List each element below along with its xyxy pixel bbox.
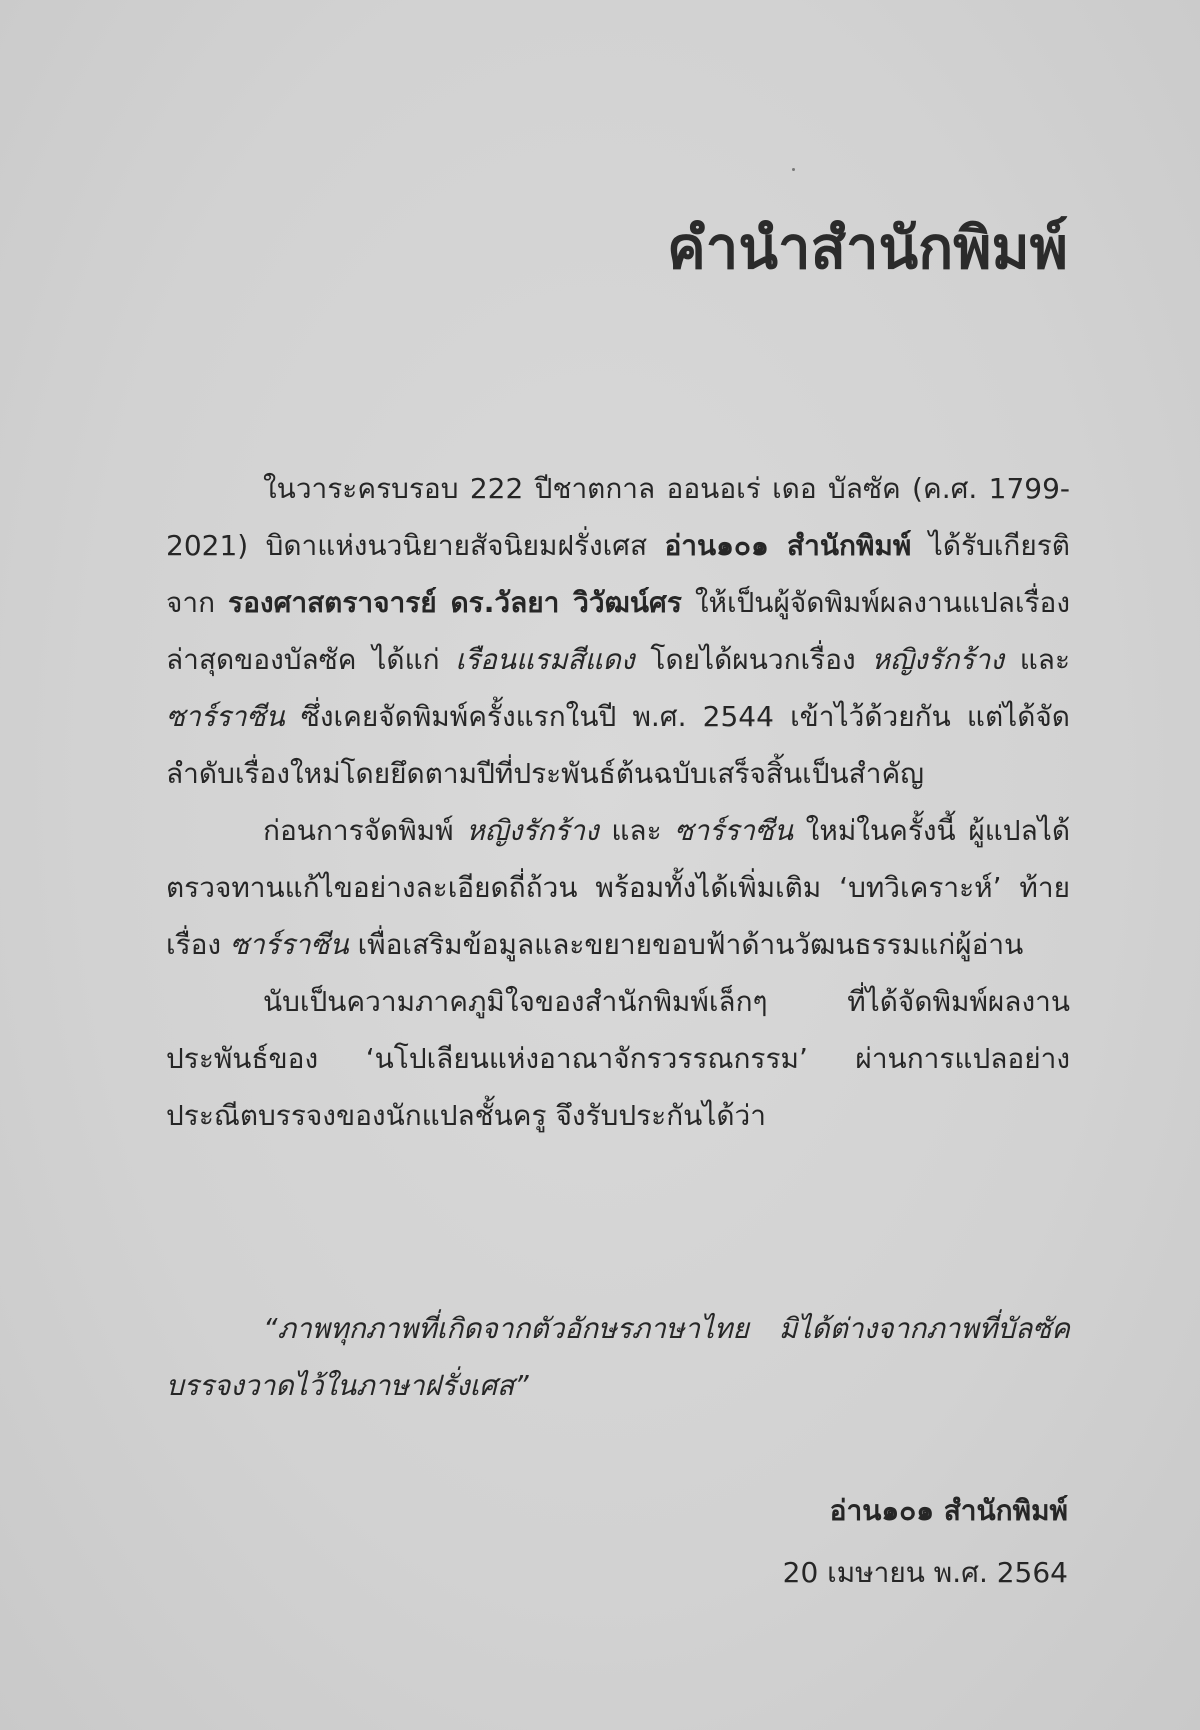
- paragraph-3: นับเป็นความภาคภูมิใจของสำนักพิมพ์เล็กๆ ที่ได้จัดพิมพ์ผลงานประพันธ์ของ ‘นโปเลียนแห่งอาณาจักรวรรณกรรม’ ผ่านการแปลอย่างประณีตบรรจงของนักแปลชั้นครู จึงรับประกันได้ว่า: [166, 985, 1070, 1132]
- scan-speck: [792, 168, 795, 171]
- closing-quote: “ภาพทุกภาพที่เกิดจากตัวอักษรภาษาไทย มิได้ต่างจากภาพที่บัลซัคบรรจงวาดไว้ในภาษาฝรั่งเศส”: [166, 1312, 1070, 1402]
- paragraph-1-text-1: ในวาระครบรอบ 222 ปีชาตกาล ออนอเร่ เดอ บัลซัค (ค.ศ. 1799-2021) บิดาแห่งนวนิยายสัจนิยมฝรั่งเศส: [166, 472, 1070, 562]
- book-title-abandoned-woman: หญิงรักร้าง: [466, 814, 599, 847]
- paragraph-2-text-4: เพื่อเสริมข้อมูลและขยายขอบฟ้าด้านวัฒนธรรมแก่ผู้อ่าน: [348, 928, 1024, 961]
- paragraph-2-text-2: และ: [598, 814, 675, 847]
- book-title-sarrasine: ซาร์ราซีน: [166, 700, 285, 733]
- paragraph-2-text-1: ก่อนการจัดพิมพ์: [263, 814, 467, 847]
- publisher-name-bold: อ่าน๑๐๑ สำนักพิมพ์: [664, 529, 912, 562]
- paragraph-2: [166, 802, 1070, 973]
- signature-publisher-name: อ่าน๑๐๑ สำนักพิมพ์: [829, 1494, 1068, 1527]
- paragraph-2-text-3: ใหม่ในครั้งนี้ ผู้แปลได้ตรวจทานแก้ไขอย่างละเอียดถี่ถ้วน พร้อมทั้งได้เพิ่มเติม ‘บทวิเคราะห์’ ท้ายเรื่อง: [166, 814, 1071, 961]
- paragraph-1-text-4: โดยได้ผนวกเรื่อง: [634, 643, 872, 676]
- book-title-sarrasine: ซาร์ราซีน: [230, 928, 349, 961]
- book-title-red-inn: เรือนแรมสีแดง: [455, 643, 635, 676]
- paragraph-1: [166, 460, 1070, 802]
- paragraph-1-text-2: ได้รับเกียรติจาก: [166, 529, 1070, 619]
- page-title: คำนำสำนักพิมพ์: [666, 214, 1068, 282]
- translator-name-bold: รองศาสตราจารย์ ดร.วัลยา วิวัฒน์ศร: [228, 586, 682, 619]
- paragraph-1-text-6: ซึ่งเคยจัดพิมพ์ครั้งแรกในปี พ.ศ. 2544 เข้าไว้ด้วยกัน แต่ได้จัดลำดับเรื่องใหม่โดยยึดตามปีที่ประพันธ์ต้นฉบับเสร็จสิ้นเป็นสำคัญ: [166, 700, 1070, 790]
- paragraph-1-text-5: และ: [1003, 643, 1071, 676]
- signature-block: [783, 1480, 1068, 1604]
- body-text: [166, 460, 1070, 1144]
- paragraph-1-text-3: ให้เป็นผู้จัดพิมพ์ผลงานแปลเรื่องล่าสุดของบัลซัค ได้แก่: [166, 586, 1070, 676]
- book-title-abandoned-woman: หญิงรักร้าง: [871, 643, 1004, 676]
- signature-date: 20 เมษายน พ.ศ. 2564: [782, 1556, 1068, 1589]
- book-title-sarrasine: ซาร์ราซีน: [674, 814, 793, 847]
